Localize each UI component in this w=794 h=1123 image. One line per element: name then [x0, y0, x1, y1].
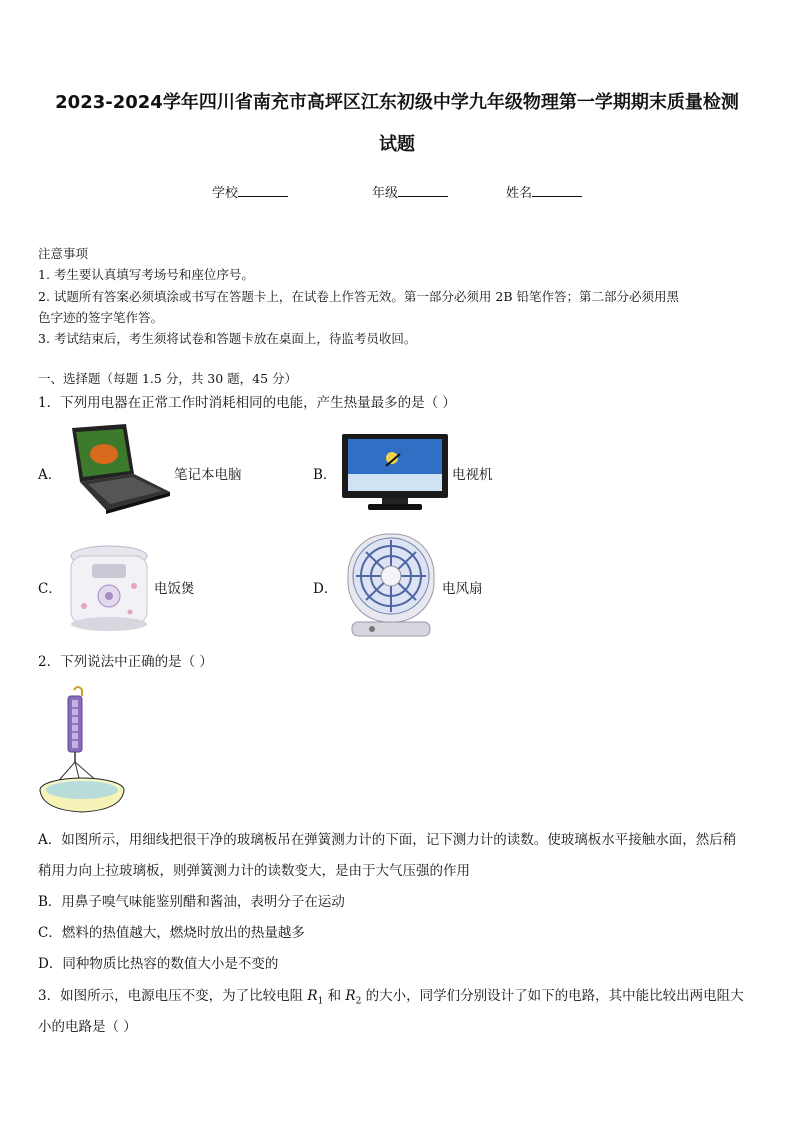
grade-blank[interactable]: [398, 184, 448, 197]
exam-title-line2: 试题: [379, 134, 415, 155]
option-a-letter[interactable]: A．: [38, 467, 62, 483]
option-d-text: 电风扇: [442, 581, 483, 597]
name-field[interactable]: [506, 182, 582, 201]
question-2-option-a-cont: 稍用力向上拉玻璃板，则弹簧测力计的读数变大，是由于大气压强的作用: [38, 863, 470, 879]
resistor-r1-subscript: 1: [317, 996, 324, 1007]
notice-heading: 注意事项: [38, 246, 89, 261]
rice-cooker-icon: [64, 542, 154, 634]
question-3-stem-part1: 3．如图所示，电源电压不变，为了比较电阻: [38, 988, 308, 1004]
section-heading: 一、选择题（每题 1.5 分，共 30 题，45 分）: [38, 371, 298, 386]
question-3-stem: [38, 981, 744, 1018]
exam-title-line1: 2023-2024学年四川省南充市高坪区江东初级中学九年级物理第一学期期末质量检测: [55, 92, 739, 113]
television-icon: [342, 434, 448, 512]
notice-item: 2. 试题所有答案必须填涂或书写在答题卡上，在试卷上作答无效。第一部分必须用 2B 铅笔作答；第二部分必须用黑: [38, 289, 679, 304]
question-3-stem-part2: 的大小，同学们分别设计了如下的电路，其中能比较出两电阻大: [361, 988, 744, 1004]
question-2-option-c[interactable]: C．燃料的热值越大，燃烧时放出的热量越多: [38, 925, 305, 941]
question-3-and: 和: [323, 988, 346, 1004]
notice-item: 色字迹的签字笔作答。: [38, 310, 164, 325]
school-blank[interactable]: [238, 184, 288, 197]
question-2-stem: 2．下列说法中正确的是（ ）: [38, 654, 213, 670]
option-d-letter[interactable]: D．: [313, 581, 338, 597]
option-a-text: 笔记本电脑: [174, 467, 242, 483]
option-b-text: 电视机: [452, 467, 493, 483]
school-label: 学校: [212, 186, 239, 201]
laptop-icon: [66, 424, 172, 514]
question-3-stem-line2: 小的电路是（ ）: [38, 1019, 137, 1035]
grade-label: 年级: [372, 186, 399, 201]
resistor-r1-symbol: R: [307, 988, 318, 1004]
name-blank[interactable]: [532, 184, 582, 197]
resistor-r2-symbol: R: [345, 988, 356, 1004]
question-2-option-b[interactable]: B．用鼻子嗅气味能鉴别醋和酱油，表明分子在运动: [38, 894, 345, 910]
grade-field[interactable]: [372, 182, 448, 201]
option-c-letter[interactable]: C．: [38, 581, 62, 597]
name-label: 姓名: [506, 186, 533, 201]
resistor-r2-subscript: 2: [355, 996, 362, 1007]
question-2-option-d[interactable]: D．同种物质比热容的数值大小是不变的: [38, 956, 279, 972]
question-1-stem: 1．下列用电器在正常工作时消耗相同的电能，产生热量最多的是（ ）: [38, 395, 456, 411]
option-b-letter[interactable]: B．: [313, 467, 337, 483]
notice-item: 3. 考试结束后，考生须将试卷和答题卡放在桌面上，待监考员收回。: [38, 331, 417, 346]
school-field[interactable]: [212, 182, 288, 201]
notice-item: 1. 考生要认真填写考场号和座位序号。: [38, 267, 254, 282]
option-c-text: 电饭煲: [154, 581, 195, 597]
electric-fan-icon: [346, 530, 436, 640]
question-2-option-a[interactable]: A．如图所示，用细线把很干净的玻璃板吊在弹簧测力计的下面，记下测力计的读数。使玻璃板水平接触水面，然后稍: [38, 832, 737, 848]
spring-scale-glass-plate-figure: [36, 686, 128, 814]
